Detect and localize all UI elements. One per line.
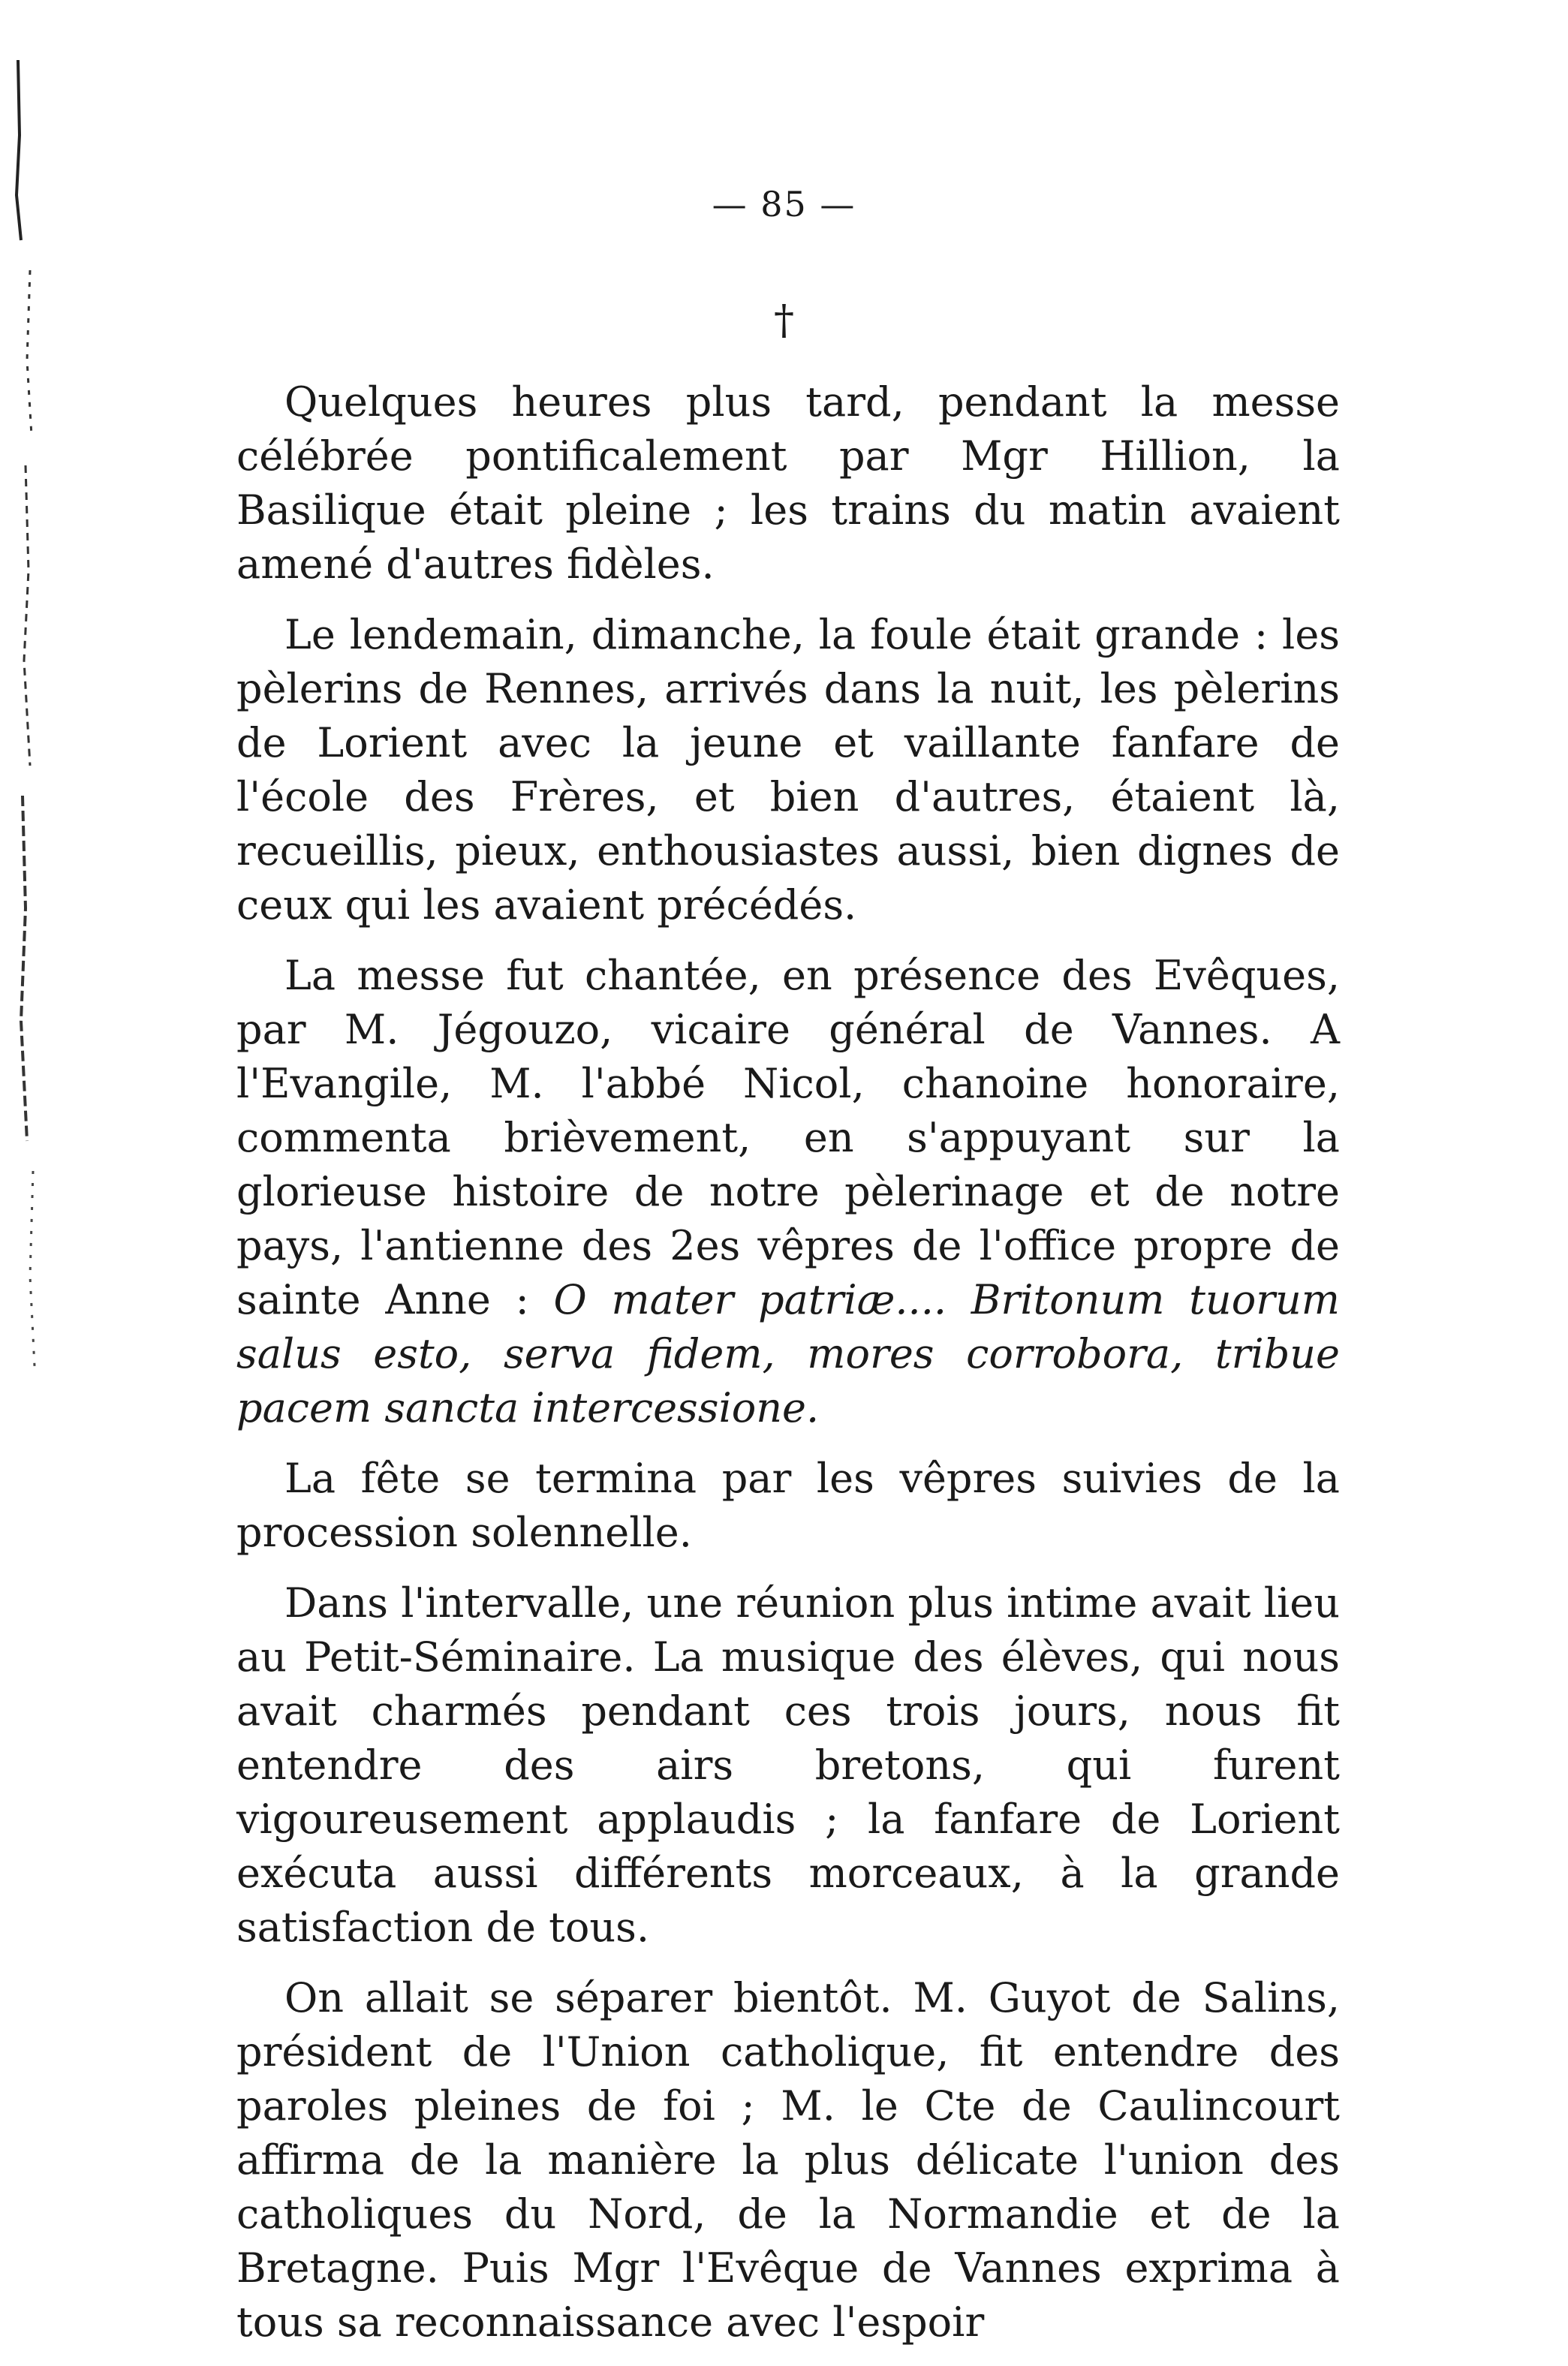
body-text bbox=[236, 375, 1340, 2366]
paragraph: La fête se termina par les vêpres suivies de la procession solennelle. bbox=[236, 1455, 1340, 1556]
cross-ornament: † bbox=[774, 297, 794, 344]
paragraph: Quelques heures plus tard, pendant la messe célébrée pontificalement par Mgr Hillion, la Basilique était pleine ; les trains du matin avaient amené d'autres fidèles. bbox=[236, 378, 1340, 588]
page-number: — 85 — bbox=[712, 184, 856, 224]
paragraph: Le lendemain, dimanche, la foule était grande : les pèlerins de Rennes, arrivés dans la nuit, les pèlerins de Lorient avec la jeune et vaillante fanfare de l'école des Frères, et bien d'autres, étaient là, recueillis, pieux, enthousiastes aussi, bien dignes de ceux qui les avaient précédés. bbox=[236, 611, 1340, 929]
paragraph bbox=[236, 949, 1340, 1435]
paragraph-text: La messe fut chantée, en présence des Evêques, par M. Jégouzo, vicaire général de Vannes. A l'Evangile, M. l'abbé Nicol, chanoine honoraire, commenta brièvement, en s'appuyant sur la glorieuse histoire de notre pèlerinage et de notre pays, l'antienne des 2es vêpres de l'office propre de sainte Anne : bbox=[236, 952, 1340, 1323]
paragraph: Dans l'intervalle, une réunion plus intime avait lieu au Petit-Séminaire. La musique des élèves, qui nous avait charmés pendant ces trois jours, nous fit entendre des airs bretons, qui furent vigoureusement applaudis ; la fanfare de Lorient exécuta aussi différents morceaux, à la grande satisfaction de tous. bbox=[236, 1579, 1340, 1951]
paragraph: On allait se séparer bientôt. M. Guyot de Salins, président de l'Union catholique, fit entendre des paroles pleines de foi ; M. le Cte de Caulincourt affirma de la manière la plus délicate l'union des catholiques du Nord, de la Normandie et de la Bretagne. Puis Mgr l'Evêque de Vannes exprima à tous sa reconnaissance avec l'espoir bbox=[236, 1974, 1340, 2346]
page-edge-scan-artifact bbox=[0, 45, 83, 1411]
latin-antiphon: O mater patriæ.... Britonum tuorum salus esto, serva fidem, mores corrobora, tribue pacem sancta intercessione. bbox=[236, 1276, 1340, 1431]
